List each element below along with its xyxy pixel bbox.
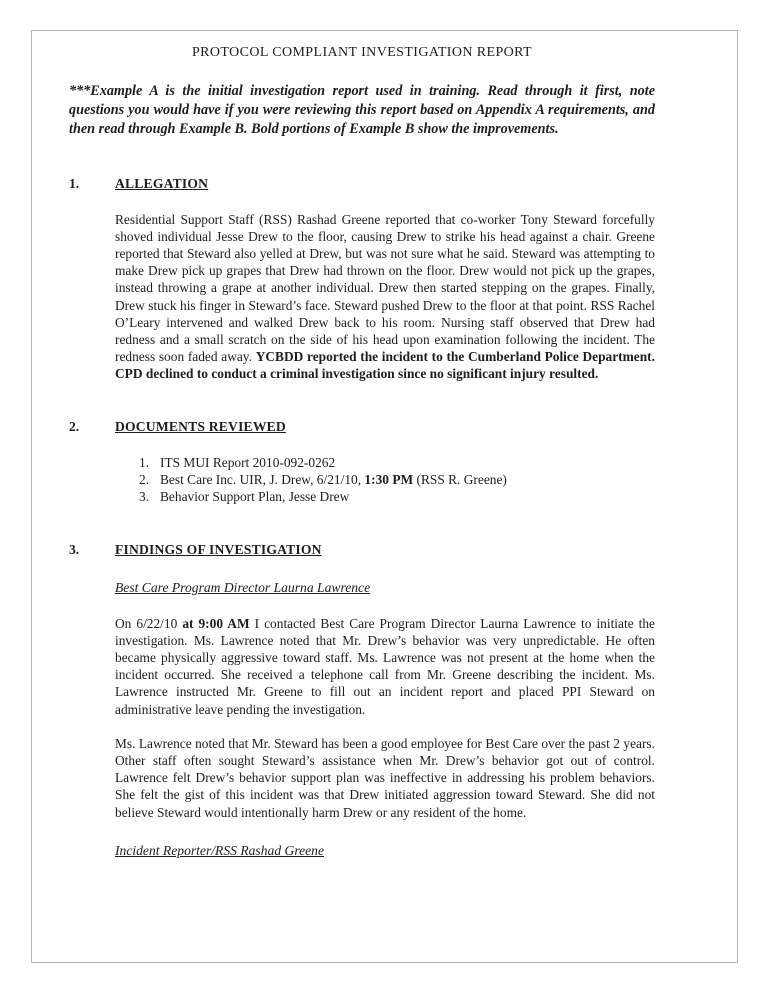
document-list-item <box>139 488 655 505</box>
section-number: 2. <box>69 418 80 434</box>
intro-note: ***Example A is the initial investigation report used in training. Read through it first, note questions you would have if you were reviewing this report based on Appendix A requirements, and then read through Example B. Bold portions of Example B show the improvements. <box>69 83 655 138</box>
witness-subheading-incident-reporter: Incident Reporter/RSS Rashad Greene <box>115 842 325 858</box>
document-list-item <box>139 454 655 471</box>
findings-paragraph-2: Ms. Lawrence noted that Mr. Steward has been a good employee for Best Care over the past 2 years. Other staff often sought Steward’s assistance when Mr. Drew’s behavior got out of control. Lawrence felt Drew’s behavior support plan was ineffective in addressing his problem behaviors. She felt the gist of this incident was that Drew initiated aggression toward Steward. She did not believe Steward would intentionally harm Drew or any resident of the home. <box>115 735 655 820</box>
section-number: 1. <box>69 175 80 191</box>
witness-subheading-program-director: Best Care Program Director Laurna Lawrence <box>115 579 371 595</box>
list-item-number: 1. <box>139 454 150 470</box>
allegation-paragraph: Residential Support Staff (RSS) Rashad Greene reported that co-worker Tony Steward forcefully shoved individual Jesse Drew to the floor, causing Drew to strike his head against a chair. Greene reported that Steward also yelled at Drew, but was not sure what he said. Steward was attempting to make Drew pick up grapes that Drew had thrown on the floor. Drew would not pick up the grapes, instead throwing a grape at another individual. Drew then started stepping on the grapes. Finally, Drew stuck his finger in Steward’s face. Steward pushed Drew to the floor at that point. RSS Rachel O’Leary intervened and walked Drew back to his room. Nursing staff observed that Drew had redness and a small scratch on the side of his head upon examination following the incident. The redness soon faded away. YCBDD reported the incident to the Cumberland Police Department. CPD declined to conduct a criminal investigation since no significant injury resulted. <box>115 211 655 382</box>
list-item-number: 2. <box>139 471 150 487</box>
section-heading: ALLEGATION <box>115 175 209 191</box>
document-page <box>31 30 738 963</box>
section-heading: DOCUMENTS REVIEWED <box>115 418 286 434</box>
section-number: 3. <box>69 541 80 557</box>
list-item-text: Behavior Support Plan, Jesse Drew <box>160 489 350 505</box>
list-item-text: ITS MUI Report 2010-092-0262 <box>160 454 336 470</box>
list-item-number: 3. <box>139 489 150 505</box>
section-heading: FINDINGS OF INVESTIGATION <box>115 541 322 557</box>
page-title: PROTOCOL COMPLIANT INVESTIGATION REPORT <box>191 45 532 60</box>
section-documents-reviewed <box>69 419 655 506</box>
section-findings-of-investigation <box>69 542 655 859</box>
section-allegation <box>69 176 655 383</box>
section-heading-row <box>69 542 655 558</box>
findings-paragraph-1: On 6/22/10 at 9:00 AM I contacted Best Care Program Director Laurna Lawrence to initiate the investigation. Ms. Lawrence noted that Mr. Drew’s behavior was very unpredictable. He often became physically aggressive toward staff. Ms. Lawrence was not present at the home when the incident occurred. She received a telephone call from Mr. Greene describing the incident. Ms. Lawrence instructed Mr. Greene to fill out an incident report and placed PPI Steward on administrative leave pending the investigation. <box>115 615 656 717</box>
section-heading-row <box>69 419 655 435</box>
document-list-item <box>139 471 655 488</box>
documents-list <box>139 454 655 506</box>
list-item-text: Best Care Inc. UIR, J. Drew, 6/21/10, 1:30 PM (RSS R. Greene) <box>160 471 507 487</box>
section-heading-row <box>69 176 655 192</box>
